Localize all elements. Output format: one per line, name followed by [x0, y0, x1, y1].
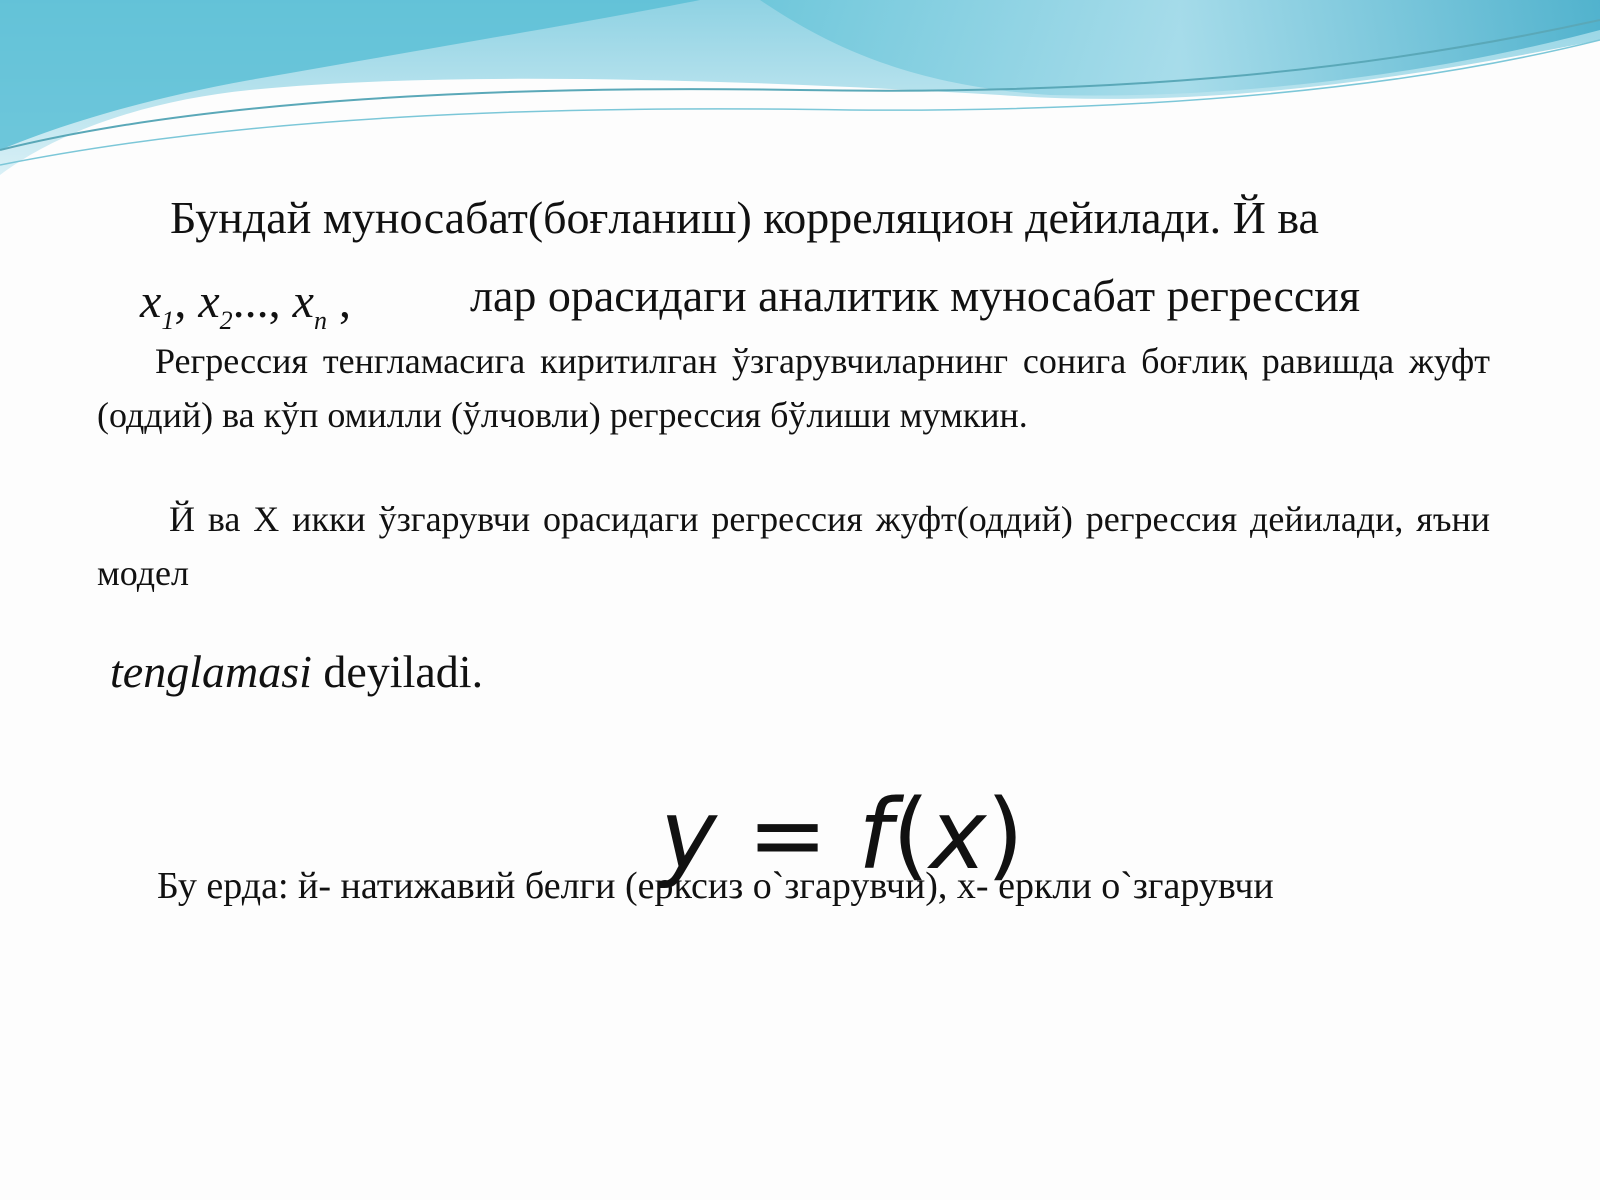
eq-x: x — [929, 779, 987, 891]
explanation-line: Бу ерда: й- натижавий белги (ерксиз о`згарувчи), х- еркли о`згарувчи — [157, 865, 1274, 907]
paragraph-regression-types: Регрессия тенгламасига киритилган ўзгарувчиларнинг сонига боғлиқ равишда жуфт (оддий) ва кўп омилли (ўлчовли) регрессия бўлиши мумкин. — [97, 341, 1490, 435]
tenglamasi-word: tenglamasi — [110, 646, 312, 697]
slide-line-1: Бундай муносабат(боғланиш) корреляцион дейилади. Й ва — [170, 192, 1319, 243]
header-wave-decoration — [0, 0, 1600, 200]
variables-formula: $x_1$, $x_2$..., $x_n$ , — [140, 275, 351, 335]
var-x2: $x_2$ — [198, 275, 233, 335]
deyiladi-word: deyiladi. — [311, 646, 484, 697]
paragraph-pair-regression: Й ва X икки ўзгарувчи орасидаги регрессия жуфт(оддий) регрессия дейилади, яъни модел — [97, 499, 1490, 593]
var-x1: $x_1$ — [140, 275, 175, 335]
var-xn: $x_n$ — [292, 275, 327, 335]
eq-open-paren: ( — [892, 779, 930, 891]
eq-y: y — [660, 779, 717, 891]
eq-close-paren: ) — [986, 779, 1024, 891]
eq-equals: = — [716, 779, 859, 891]
slide-line-2: лар орасидаги аналитик муносабат регрессия — [470, 270, 1361, 321]
eq-f: f — [858, 779, 893, 891]
tenglamasi-line — [110, 643, 483, 701]
